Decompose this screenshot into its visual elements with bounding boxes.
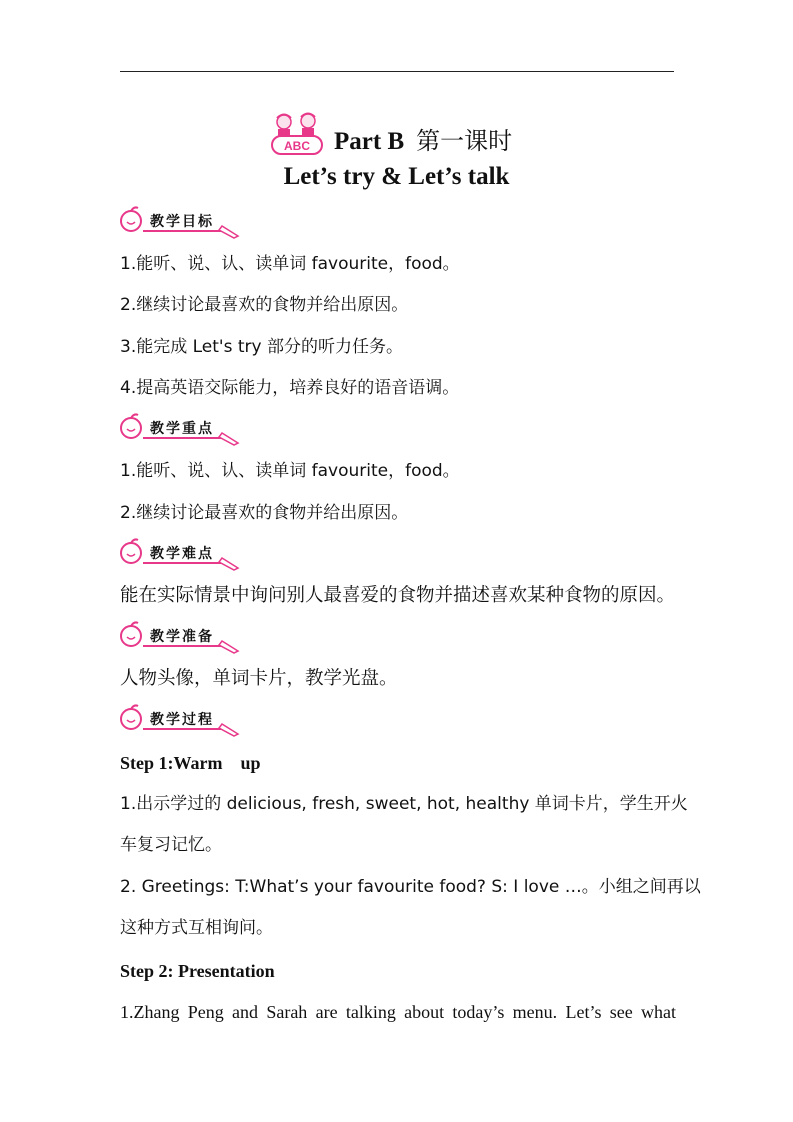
goal-item-2: 2.继续讨论最喜欢的食物并给出原因。 [120, 295, 409, 315]
key-point-item-2: 2.继续讨论最喜欢的食物并给出原因。 [120, 503, 409, 523]
section-heading-preparation [118, 621, 242, 655]
step2-title: Step 2: Presentation [120, 961, 275, 981]
section-heading-key-points [118, 413, 242, 447]
step1-item1-line1: 1.出示学过的 delicious, fresh, sweet, hot, healthy 单词卡片，学生开火 [120, 794, 688, 814]
step1-item1-line2: 车复习记忆。 [120, 835, 222, 855]
step2-item1-line1: 1.Zhang Peng and Sarah are talking about today’s menu. Let’s see what [120, 1002, 676, 1022]
step1-item2-line2: 这种方式互相询问。 [120, 918, 273, 938]
abc-kids-logo [268, 112, 330, 156]
title-row [0, 112, 793, 158]
section-title: 教学准备 [150, 629, 214, 645]
key-point-item-1: 1.能听、说、认、读单词 favourite，food。 [120, 461, 460, 481]
section-title: 教学难点 [150, 546, 214, 562]
logo-text: ABC [284, 139, 310, 153]
goal-item-3: 3.能完成 Let's try 部分的听力任务。 [120, 337, 403, 357]
section-heading-difficulties [118, 538, 242, 572]
step1-item2-line1: 2. Greetings: T:What’s your favourite food? S: I love …。小组之间再以 [120, 877, 701, 897]
section-title: 教学重点 [150, 421, 214, 437]
lesson-label: 第一课时 [416, 127, 513, 155]
section-title: 教学目标 [150, 214, 214, 230]
section-heading-goals [118, 206, 242, 240]
page-subtitle: Let’s try & Let’s talk [283, 163, 510, 190]
header-rule [120, 71, 674, 72]
section-title: 教学过程 [150, 712, 214, 728]
goal-item-4: 4.提高英语交际能力，培养良好的语音语调。 [120, 378, 460, 398]
part-label: Part B [334, 128, 405, 155]
goal-item-1: 1.能听、说、认、读单词 favourite，food。 [120, 254, 460, 274]
preparation-item-1: 人物头像，单词卡片，教学光盘。 [120, 668, 398, 689]
step1-title: Step 1:Warm up [120, 753, 261, 773]
section-heading-process [118, 704, 242, 738]
difficulty-item-1: 能在实际情景中询问别人最喜爱的食物并描述喜欢某种食物的原因。 [120, 585, 676, 606]
page-title [334, 121, 512, 156]
